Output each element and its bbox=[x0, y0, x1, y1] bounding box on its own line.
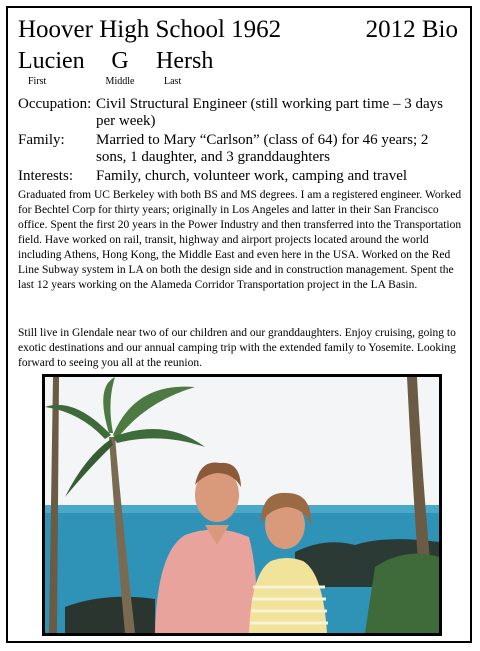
occupation-value: Civil Structural Engineer (still working part time – 3 days per week) bbox=[96, 96, 444, 129]
occupation-label: Occupation: bbox=[18, 96, 92, 112]
middle-name: G bbox=[111, 48, 129, 74]
last-name-block bbox=[156, 48, 236, 88]
details-list bbox=[18, 96, 458, 187]
first-name: Lucien bbox=[18, 48, 85, 74]
last-name-caption: Last bbox=[164, 76, 182, 87]
family-value: Married to Mary “Carlson” (class of 64) for 46 years; 2 sons, 1 daughter, and 3 granddaughters bbox=[96, 132, 429, 165]
detail-interests bbox=[18, 168, 458, 185]
interests-value: Family, church, volunteer work, camping and travel bbox=[96, 168, 408, 184]
middle-name-block bbox=[100, 48, 140, 88]
middle-name-caption: Middle bbox=[105, 76, 135, 87]
couple-photo-illustration bbox=[45, 377, 439, 633]
school-title: Hoover High School 1962 bbox=[18, 16, 282, 43]
first-name-caption: First bbox=[28, 76, 47, 87]
interests-label: Interests: bbox=[18, 168, 73, 184]
bio-paragraph-personal: Still live in Glendale near two of our children and our granddaughters. Enjoy cruising, going to exotic destinations and our annual camping trip with the extended family to Yosemite. Looking forward to seeing you all at the reunion. bbox=[18, 327, 456, 369]
last-name: Hersh bbox=[156, 48, 214, 74]
first-name-block bbox=[18, 48, 88, 88]
bio-page bbox=[6, 6, 472, 643]
family-label: Family: bbox=[18, 132, 65, 148]
name-row bbox=[18, 48, 318, 88]
bio-year: 2012 Bio bbox=[365, 16, 458, 43]
bio-paragraph-career: Graduated from UC Berkeley with both BS and MS degrees. I am a registered engineer. Worked for Bechtel Corp for thirty years; originally in Los Angeles and latter in their San Francisco office. Spent the first 20 years in the Power Industry and then transferred into the Transportation field. Have worked on rail, transit, highway and airport projects located around the world including Athens, Hong Kong, the Middle East and even here in the USA. Worked on the Red Line Subway system in LA on both the design side and in construction management. Spent the last 12 years working on the Alameda Corridor Transportation project in the LA Basin. bbox=[18, 189, 462, 291]
detail-occupation bbox=[18, 96, 458, 130]
couple-photo bbox=[42, 374, 442, 636]
detail-family bbox=[18, 132, 458, 166]
header bbox=[18, 16, 458, 46]
